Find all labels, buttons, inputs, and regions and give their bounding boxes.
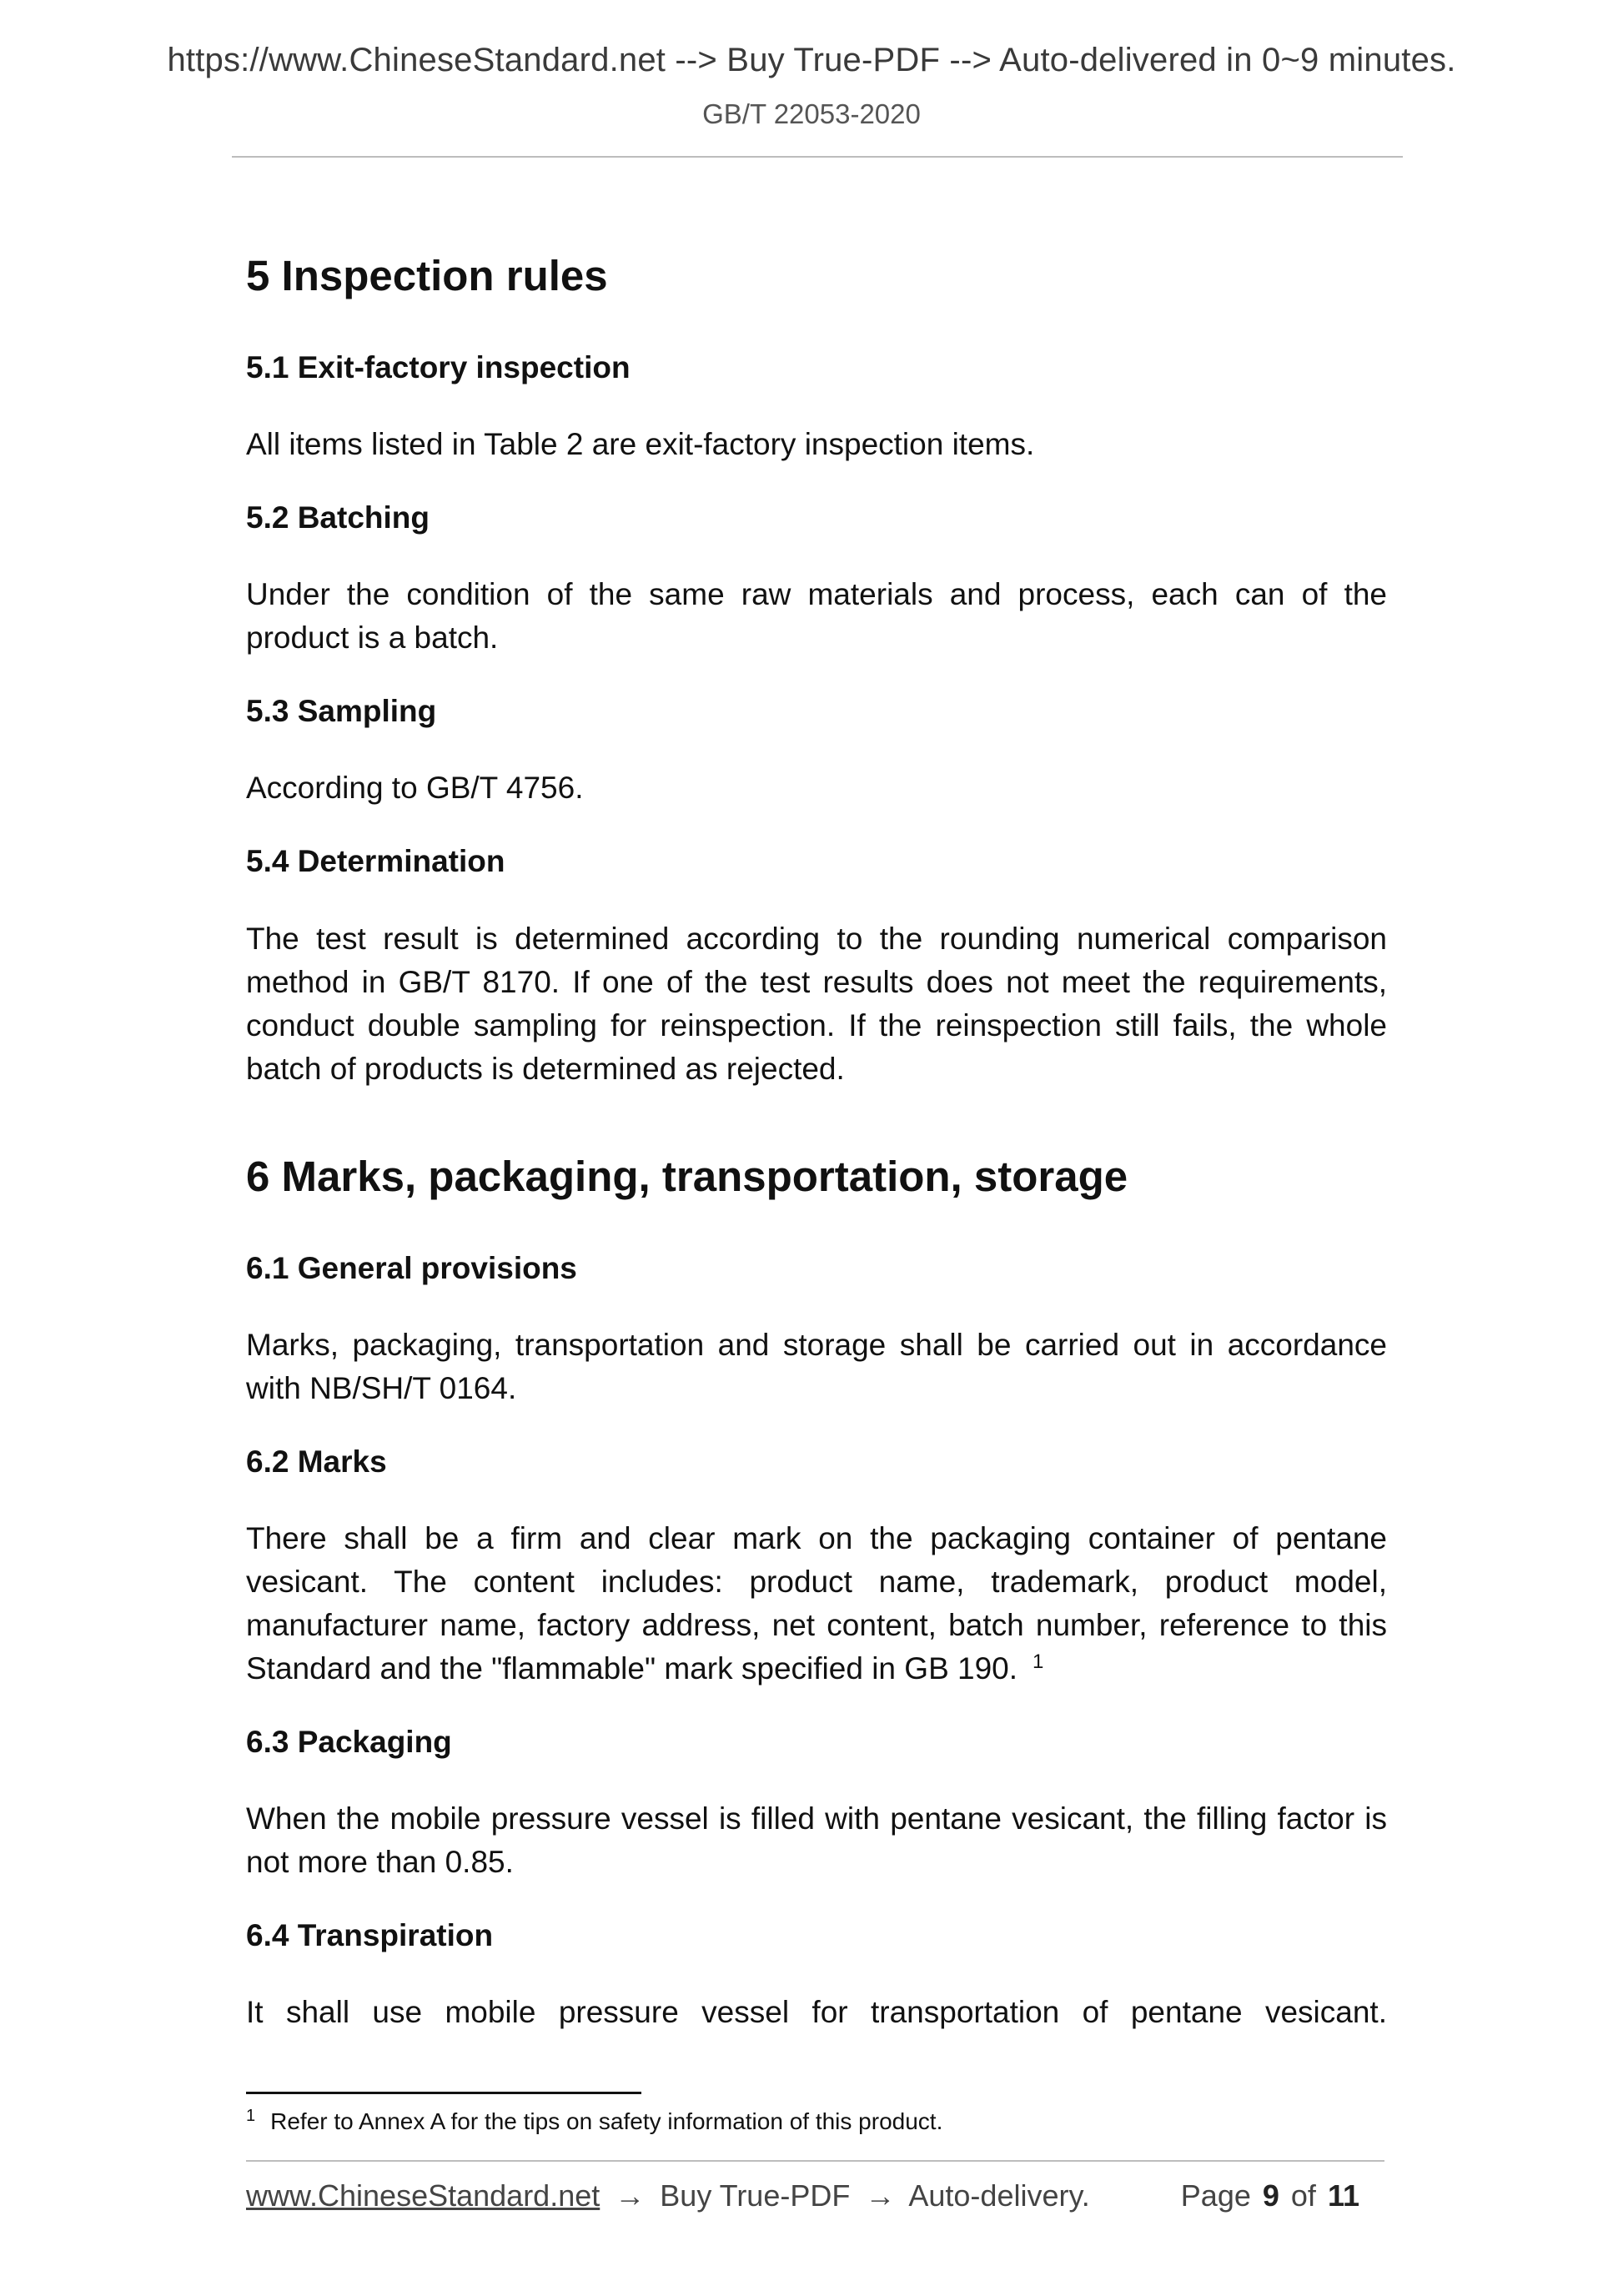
section-5-3-text: According to GB/T 4756.: [246, 771, 584, 806]
page-number: 9: [1262, 2178, 1279, 2213]
footer-divider: [246, 2160, 1384, 2162]
of-label: of: [1290, 2178, 1316, 2213]
footnote-divider: [246, 2092, 641, 2094]
section-5-1-text: All items listed in Table 2 are exit-factory inspection items.: [246, 427, 1035, 462]
section-6-3-text: When the mobile pressure vessel is filled with pentane vesicant, the filling factor is not more than 0.85.: [246, 1801, 1387, 1880]
page-label: Page: [1180, 2178, 1251, 2213]
section-5-1-heading: 5.1 Exit-factory inspection: [246, 350, 631, 385]
footer-site-link[interactable]: www.ChineseStandard.net: [246, 2178, 600, 2213]
section-6-1-text: Marks, packaging, transportation and storage shall be carried out in accordance with NB/SH/T 0164.: [246, 1327, 1387, 1405]
section-5-2-text: Under the condition of the same raw materials and process, each can of the product is a batch.: [246, 577, 1387, 656]
section-6-3-heading: 6.3 Packaging: [246, 1724, 452, 1759]
arrow-right-icon: →: [615, 2178, 646, 2213]
section-6-4-text: It shall use mobile pressure vessel for transportation of pentane vesicant.: [246, 1995, 1387, 2030]
arrow-right-icon: →: [865, 2178, 896, 2213]
section-6-4-heading: 6.4 Transpiration: [246, 1918, 494, 1953]
section-6-2-text: There shall be a firm and clear mark on the packaging container of pentane vesicant. The content includes: product name, trademark, product model, manufacturer name, factory address, net content, batch number, reference to this Standard and the "flammable" mark specified in GB 190.: [246, 1520, 1387, 1686]
section-5-4-text: The test result is determined according to the rounding numerical comparison method in GB/T 8170. If one of the test results does not meet the requirements, conduct double sampling for reinspection. If the reinspection still fails, the whole batch of products is determined as rejected.: [246, 921, 1387, 1086]
section-5-title: 5 Inspection rules: [246, 252, 608, 299]
header-divider: [232, 156, 1403, 158]
section-6-2-heading: 6.2 Marks: [246, 1444, 387, 1479]
footnote: [246, 2108, 942, 2135]
footnote-number: 1: [246, 2106, 256, 2125]
footnote-text: Refer to Annex A for the tips on safety information of this product.: [270, 2108, 943, 2134]
page-total: 11: [1327, 2178, 1359, 2213]
header-url-banner: https://www.ChineseStandard.net --> Buy True-PDF --> Auto-delivered in 0~9 minutes.: [167, 42, 1456, 78]
footer-buy-text: Buy True-PDF: [660, 2178, 851, 2213]
document-code: GB/T 22053-2020: [702, 98, 921, 129]
section-6-2-paragraph: [246, 1517, 1387, 1691]
section-6-1-heading: 6.1 General provisions: [246, 1250, 577, 1285]
footer-left: [246, 2178, 1090, 2213]
page-footer: [246, 2178, 1384, 2220]
page-body: [246, 250, 1387, 2034]
section-5-2-heading: 5.2 Batching: [246, 500, 430, 535]
section-6-title: 6 Marks, packaging, transportation, storage: [246, 1152, 1128, 1200]
section-5-4-heading: 5.4 Determination: [246, 844, 505, 879]
section-5-3-heading: 5.3 Sampling: [246, 694, 437, 729]
footer-auto-text: Auto-delivery.: [908, 2178, 1090, 2213]
page-indicator: [1181, 2178, 1371, 2213]
footnote-reference[interactable]: 1: [1033, 1650, 1044, 1673]
